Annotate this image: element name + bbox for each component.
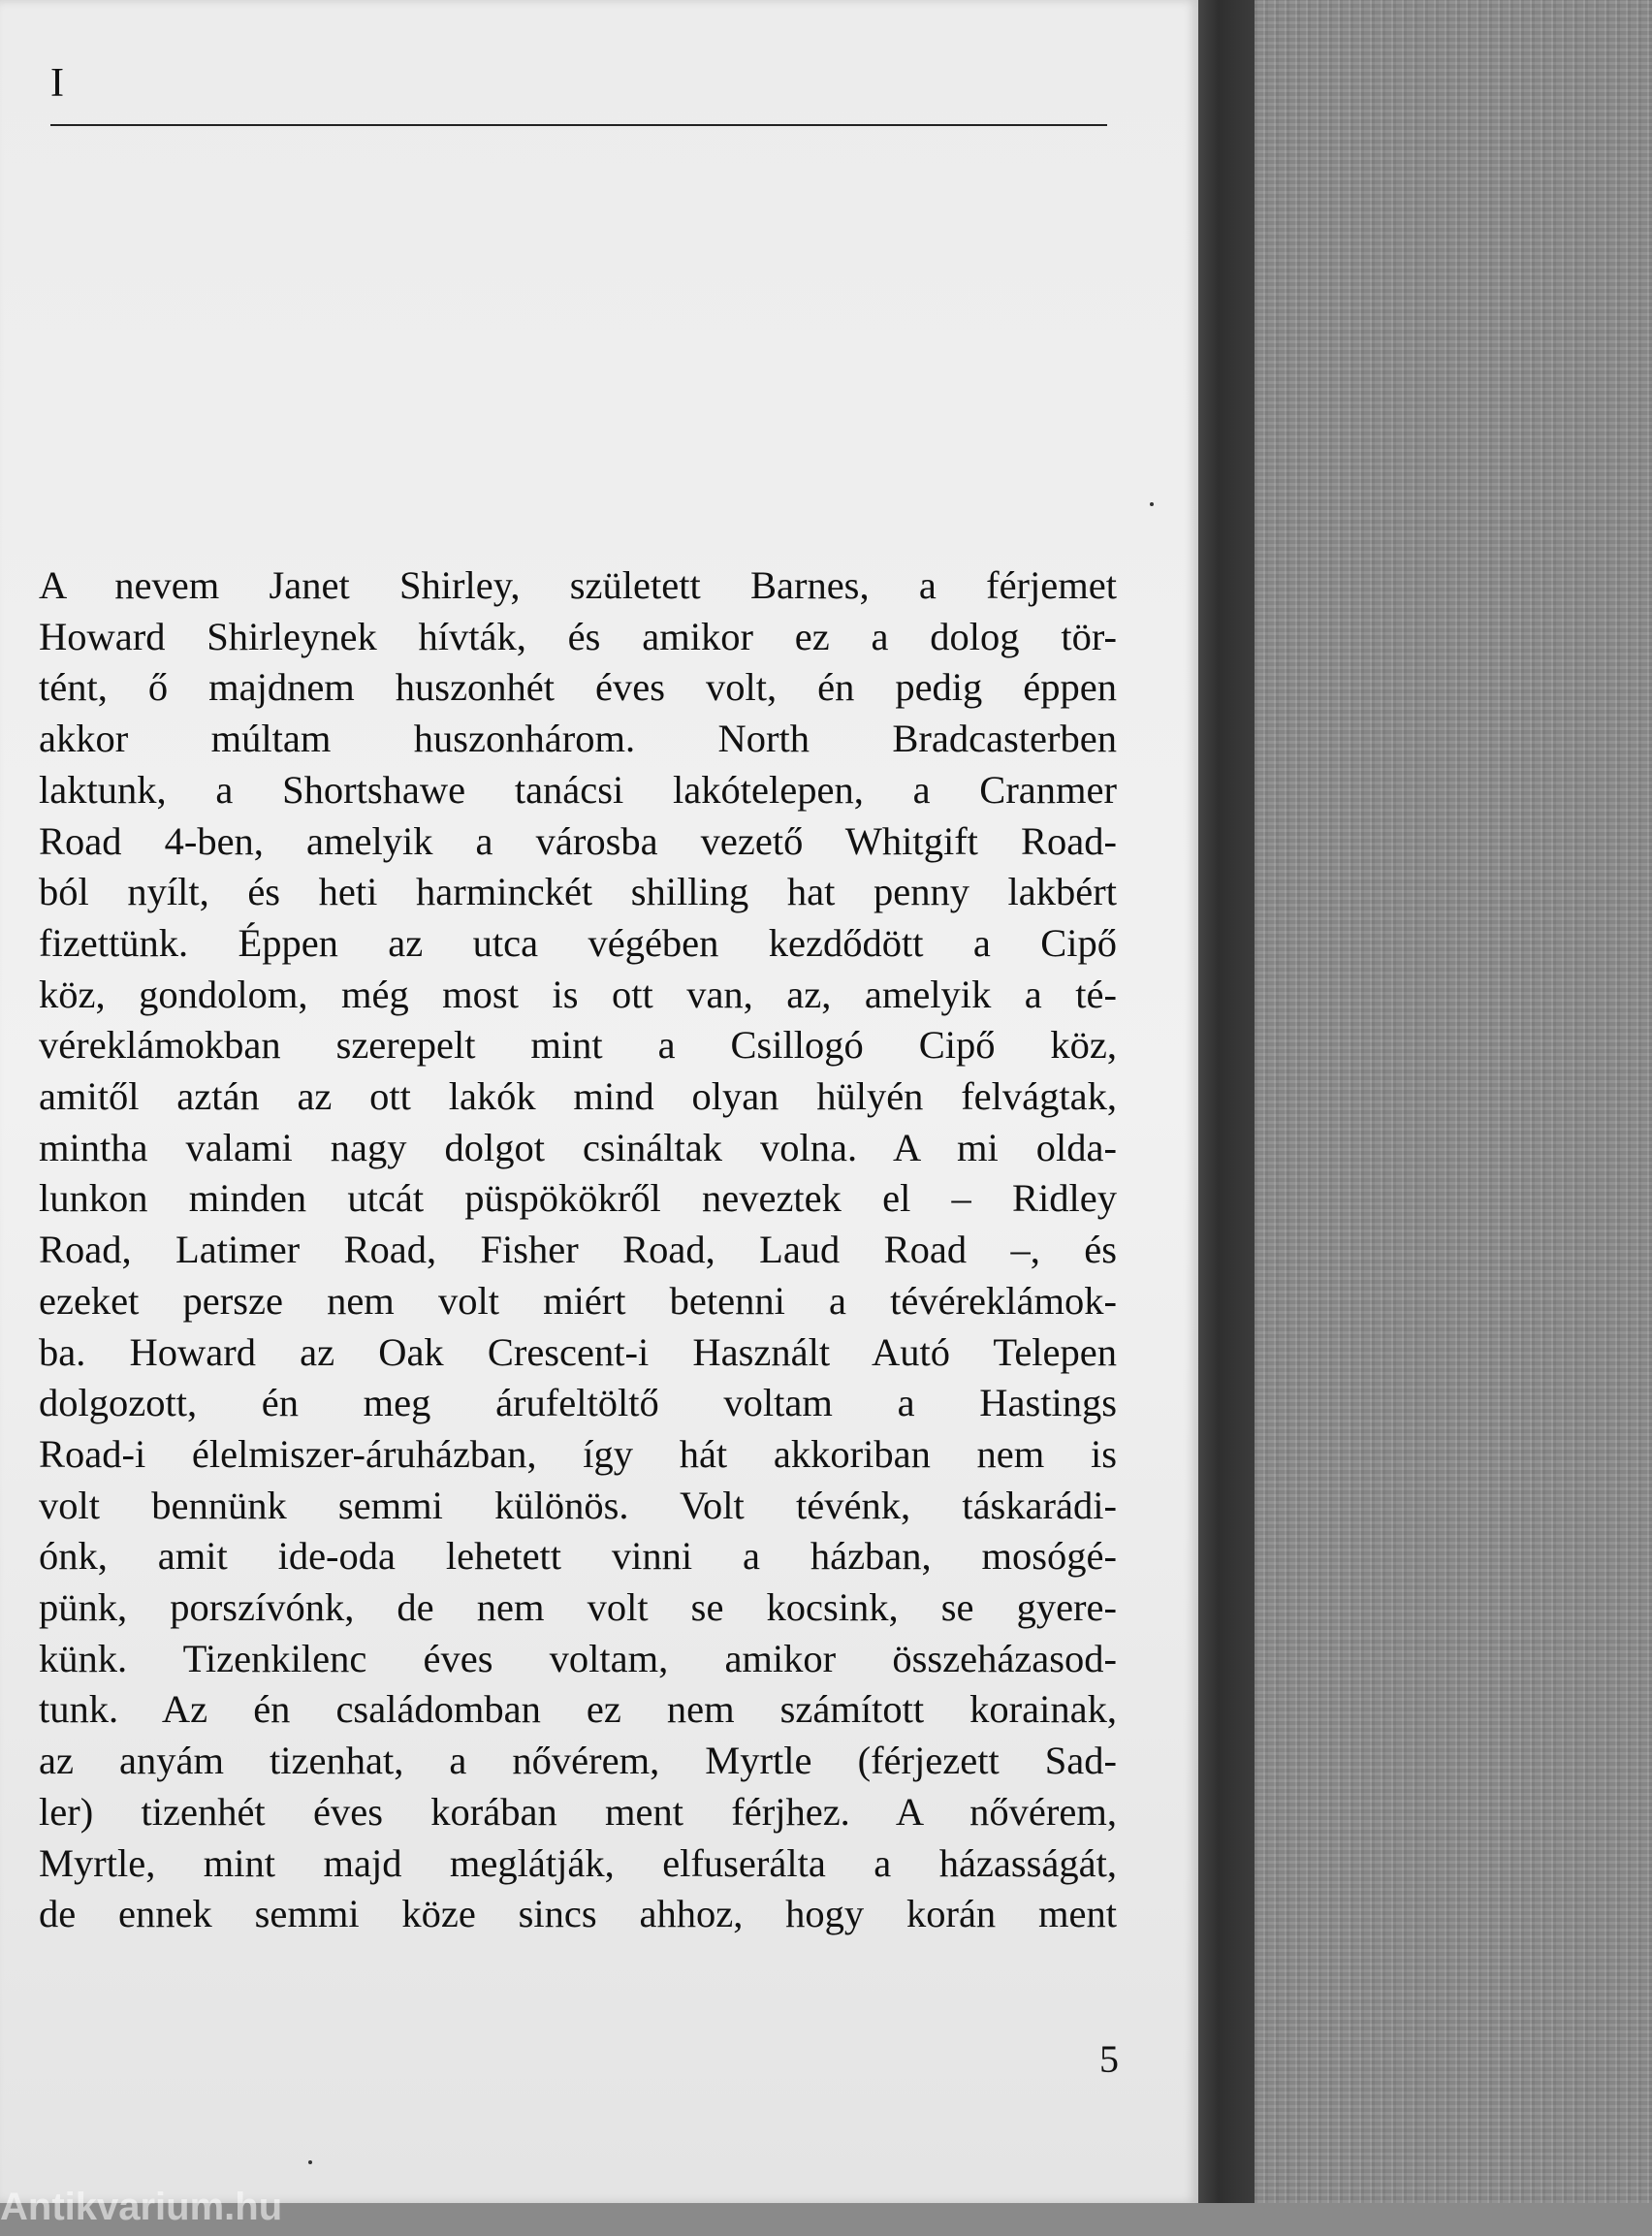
paragraph-line: ból nyílt, és heti harminckét shilling hat penny lakbért	[39, 870, 1117, 914]
chapter-number: I	[50, 61, 64, 106]
paragraph-line: volt bennünk semmi különös. Volt tévénk, táskarádi-	[39, 1483, 1117, 1527]
paragraph-line: Myrtle, mint majd meglátják, elfuserálta a házasságát,	[39, 1840, 1117, 1885]
paragraph-line: tént, ő majdnem huszonhét éves volt, én pedig éppen	[39, 665, 1117, 710]
paragraph-line: ler) tizenhét éves korában ment férjhez. A nővérem,	[39, 1789, 1117, 1834]
paragraph-line: de ennek semmi köze sincs ahhoz, hogy korán ment	[39, 1892, 1117, 1936]
paragraph-line: künk. Tizenkilenc éves voltam, amikor összeházasod-	[39, 1636, 1117, 1680]
paper-speck	[308, 2160, 312, 2164]
paragraph-line: mintha valami nagy dolgot csináltak volna. A mi olda-	[39, 1125, 1117, 1169]
paragraph-line: amitől aztán az ott lakók mind olyan hülyén felvágtak,	[39, 1074, 1117, 1119]
paragraph-line: A nevem Janet Shirley, született Barnes, a férjemet	[39, 563, 1117, 607]
watermark-text: Antikvarium.hu	[0, 2186, 283, 2228]
paragraph-line: tunk. Az én családomban ez nem számított korainak,	[39, 1687, 1117, 1732]
paragraph-line: az anyám tizenhat, a nővérem, Myrtle (férjezett Sad-	[39, 1739, 1117, 1783]
book-spine	[1194, 0, 1255, 2203]
page-number: 5	[1099, 2037, 1119, 2081]
paragraph-line: dolgozott, én meg árufeltöltő voltam a Hastings	[39, 1381, 1117, 1425]
paragraph-line: laktunk, a Shortshawe tanácsi lakótelepen, a Cranmer	[39, 767, 1117, 812]
paragraph-line: ezeket persze nem volt miért betenni a tévéreklámok-	[39, 1278, 1117, 1323]
paragraph-line: Road-i élelmiszer-áruházban, így hát akkoriban nem is	[39, 1431, 1117, 1476]
paragraph-line: ba. Howard az Oak Crescent-i Használt Autó Telepen	[39, 1329, 1117, 1374]
paragraph-line: lunkon minden utcát püspökökről neveztek el – Ridley	[39, 1176, 1117, 1221]
paragraph-line: köz, gondolom, még most is ott van, az, amelyik a té-	[39, 972, 1117, 1016]
paragraph-line: Road 4-ben, amelyik a városba vezető Whitgift Road-	[39, 818, 1117, 863]
paper-speck	[1150, 502, 1154, 506]
paragraph-line: véreklámokban szerepelt mint a Csillogó Cipő köz,	[39, 1023, 1117, 1068]
paragraph-line: Howard Shirleynek hívták, és amikor ez a dolog tör-	[39, 614, 1117, 658]
paragraph-line: akkor múltam huszonhárom. North Bradcasterben	[39, 717, 1117, 761]
header-rule	[50, 124, 1107, 126]
fabric-background	[1253, 0, 1652, 2203]
paragraph-line: fizettünk. Éppen az utca végében kezdődött a Cipő	[39, 920, 1117, 965]
paragraph-line: Road, Latimer Road, Fisher Road, Laud Road –, és	[39, 1228, 1117, 1272]
paragraph-line: pünk, porszívónk, de nem volt se kocsink, se gyere-	[39, 1585, 1117, 1630]
chapter-paragraph	[39, 560, 1117, 1940]
paragraph-line: ónk, amit ide-oda lehetett vinni a házban, mosógé-	[39, 1534, 1117, 1579]
